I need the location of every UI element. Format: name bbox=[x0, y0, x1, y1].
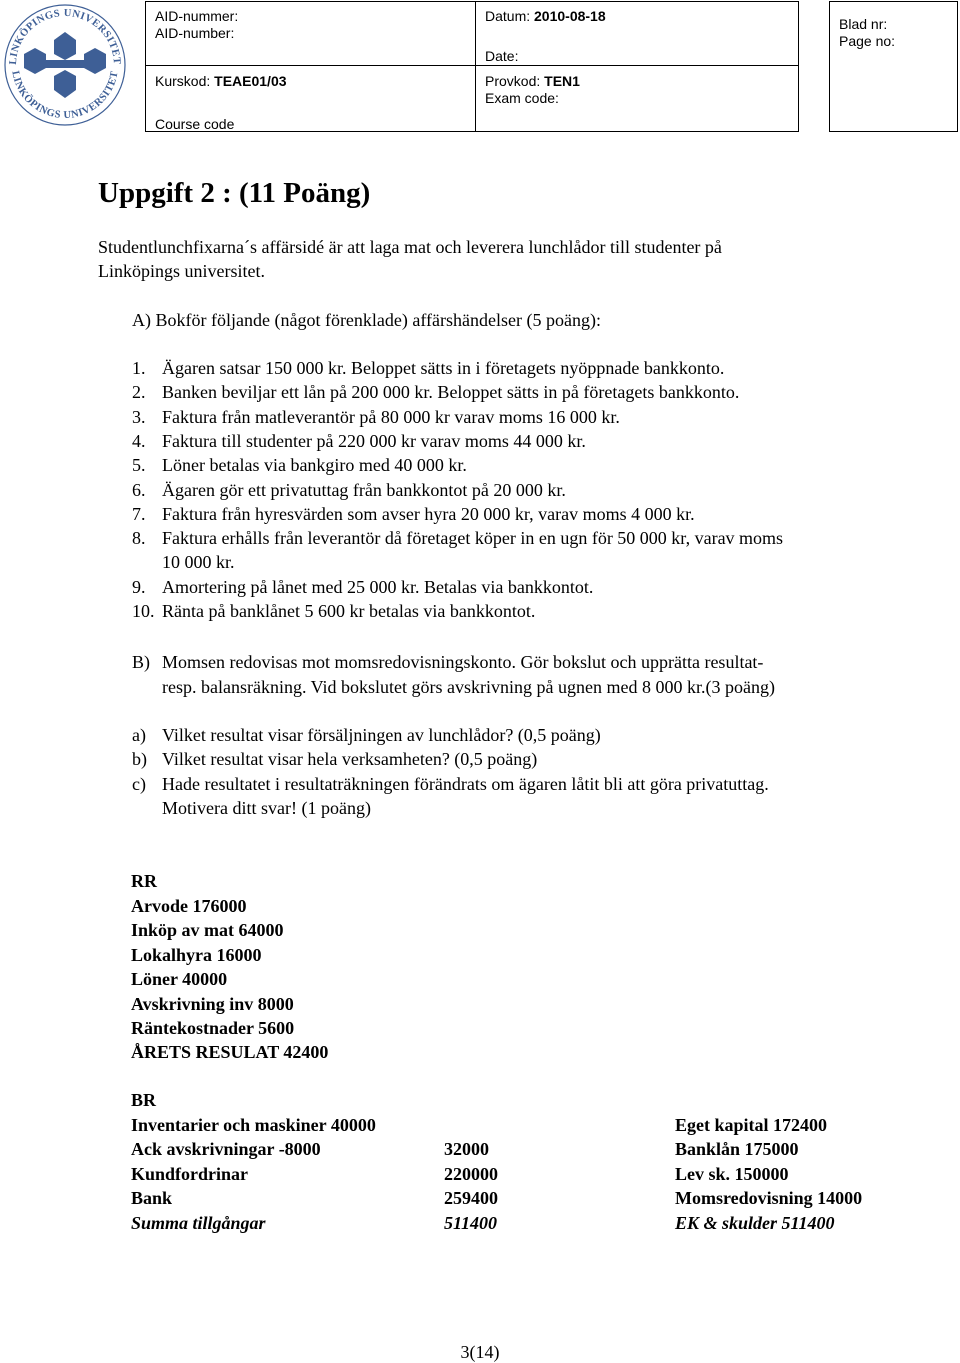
br-asset-value: 259400 bbox=[444, 1188, 498, 1209]
course-code-label-en: Course code bbox=[155, 116, 235, 132]
intro-line-1: Studentlunchfixarna´s affärsidé är att laga mat och leverera lunchlådor till studenter på bbox=[98, 237, 722, 257]
rr-line: Löner 40000 bbox=[131, 969, 228, 990]
question-text: Vilket resultat visar hela verksamheten? (0,5 poäng) bbox=[162, 749, 538, 770]
list-item-number: 6. bbox=[132, 479, 146, 500]
list-item: Faktura erhålls från leverantör då företaget köper in en ugn för 50 000 kr, varav moms bbox=[162, 528, 784, 549]
rr-heading: RR bbox=[131, 871, 157, 891]
question-label: a) bbox=[132, 725, 146, 745]
list-item-number: 2. bbox=[132, 382, 146, 403]
br-asset-value: 220000 bbox=[444, 1163, 498, 1184]
list-item-number: 3. bbox=[132, 406, 146, 427]
list-item: Faktura från hyresvärden som avser hyra 20 000 kr, varav moms 4 000 kr. bbox=[162, 503, 695, 524]
part-b-label: B) bbox=[132, 652, 150, 672]
list-item: Ägaren gör ett privatuttag från bankkontot på 20 000 kr. bbox=[162, 479, 566, 500]
course-code-value: TEAE01/03 bbox=[214, 73, 287, 89]
list-item: 10 000 kr. bbox=[162, 552, 235, 573]
br-asset-label: Summa tillgångar bbox=[131, 1212, 266, 1233]
part-b-line-1: Momsen redovisas mot momsredovisningskonto. Gör bokslut och upprätta resultat- bbox=[162, 652, 764, 672]
list-item-number: 10. bbox=[132, 601, 155, 621]
rr-line: Avskrivning inv 8000 bbox=[131, 993, 294, 1014]
divider bbox=[476, 65, 798, 66]
list-item-number: 4. bbox=[132, 430, 146, 451]
exam-code-field: Provkod: TEN1 bbox=[485, 73, 580, 89]
list-item-number: 9. bbox=[132, 576, 146, 597]
list-item: Faktura till studenter på 220 000 kr varav moms 44 000 kr. bbox=[162, 430, 586, 451]
br-liability-item: EK & skulder 511400 bbox=[675, 1212, 835, 1233]
student-info-box bbox=[145, 1, 475, 132]
divider bbox=[146, 65, 475, 66]
br-asset-label: Inventarier och maskiner 40000 bbox=[131, 1115, 376, 1135]
question-label: c) bbox=[132, 773, 146, 794]
date-value: 2010-08-18 bbox=[534, 8, 606, 24]
br-liability-item: Momsredovisning 14000 bbox=[675, 1188, 863, 1209]
course-code-field: Kurskod: TEAE01/03 bbox=[155, 73, 287, 89]
rr-line: Lokalhyra 16000 bbox=[131, 944, 262, 965]
list-item: Ränta på banklånet 5 600 kr betalas via bankkontot. bbox=[162, 601, 536, 621]
br-liability-item: Banklån 175000 bbox=[675, 1139, 799, 1160]
exam-code-value: TEN1 bbox=[544, 73, 580, 89]
university-logo bbox=[2, 2, 128, 128]
svg-text:LINKÖPINGS UNIVERSITET: LINKÖPINGS UNIVERSITET bbox=[7, 7, 123, 66]
list-item: Amortering på lånet med 25 000 kr. Betalas via bankkontot. bbox=[162, 576, 594, 597]
list-item: Banken beviljar ett lån på 200 000 kr. Beloppet sätts in på företagets bankkonto. bbox=[162, 382, 740, 403]
list-item-number: 7. bbox=[132, 503, 146, 524]
sheet-number-label: Blad nr: bbox=[839, 16, 888, 32]
br-asset-label: Ack avskrivningar -8000 bbox=[131, 1139, 321, 1160]
br-liability-item: Eget kapital 172400 bbox=[675, 1115, 828, 1135]
list-item-number: 8. bbox=[132, 528, 146, 549]
date-label-en: Date: bbox=[485, 48, 519, 64]
rr-line: Inköp av mat 64000 bbox=[131, 920, 284, 941]
rr-line: ÅRETS RESULAT 42400 bbox=[131, 1042, 329, 1063]
svg-text:LINKÖPINGS UNIVERSITET: LINKÖPINGS UNIVERSITET bbox=[9, 69, 121, 122]
intro-line-2: Linköpings universitet. bbox=[98, 261, 265, 281]
aid-number-label-sv: AID-nummer: bbox=[155, 8, 239, 24]
part-a-heading: A) Bokför följande (något förenklade) affärshändelser (5 poäng): bbox=[132, 310, 601, 330]
rr-line: Räntekostnader 5600 bbox=[131, 1018, 295, 1038]
exam-code-label-en: Exam code: bbox=[485, 90, 559, 106]
question-text: Vilket resultat visar försäljningen av lunchlådor? (0,5 poäng) bbox=[162, 725, 601, 745]
br-liability-item: Lev sk. 150000 bbox=[675, 1163, 789, 1184]
page-number: 3(14) bbox=[460, 1342, 500, 1362]
task-title: Uppgift 2 : (11 Poäng) bbox=[98, 177, 371, 209]
br-asset-value: 32000 bbox=[444, 1139, 489, 1160]
br-asset-label: Bank bbox=[131, 1188, 173, 1209]
list-item: Faktura från matleverantör på 80 000 kr varav moms 16 000 kr. bbox=[162, 406, 620, 427]
question-text: Hade resultatet i resultaträkningen förändrats om ägaren låtit bli att göra privatuttag. bbox=[162, 773, 769, 794]
rr-line: Arvode 176000 bbox=[131, 896, 247, 916]
list-item-number: 5. bbox=[132, 455, 146, 476]
list-item: Ägaren satsar 150 000 kr. Beloppet sätts in i företagets nyöppnade bankkonto. bbox=[162, 358, 725, 378]
aid-number-label-en: AID-number: bbox=[155, 25, 235, 41]
page-number-label: Page no: bbox=[839, 33, 896, 49]
br-asset-label: Kundfordrinar bbox=[131, 1163, 249, 1184]
part-b-line-2: resp. balansräkning. Vid bokslutet görs avskrivning på ugnen med 8 000 kr.(3 poäng) bbox=[162, 677, 775, 697]
question-label: b) bbox=[132, 749, 147, 770]
list-item: Löner betalas via bankgiro med 40 000 kr. bbox=[162, 455, 467, 476]
br-asset-value: 511400 bbox=[444, 1212, 498, 1233]
date-field: Datum: 2010-08-18 bbox=[485, 8, 606, 24]
br-heading: BR bbox=[131, 1090, 157, 1110]
exam-info-box bbox=[475, 1, 799, 132]
list-item-number: 1. bbox=[132, 358, 146, 378]
question-text: Motivera ditt svar! (1 poäng) bbox=[162, 797, 371, 818]
page-number-box bbox=[829, 1, 958, 132]
